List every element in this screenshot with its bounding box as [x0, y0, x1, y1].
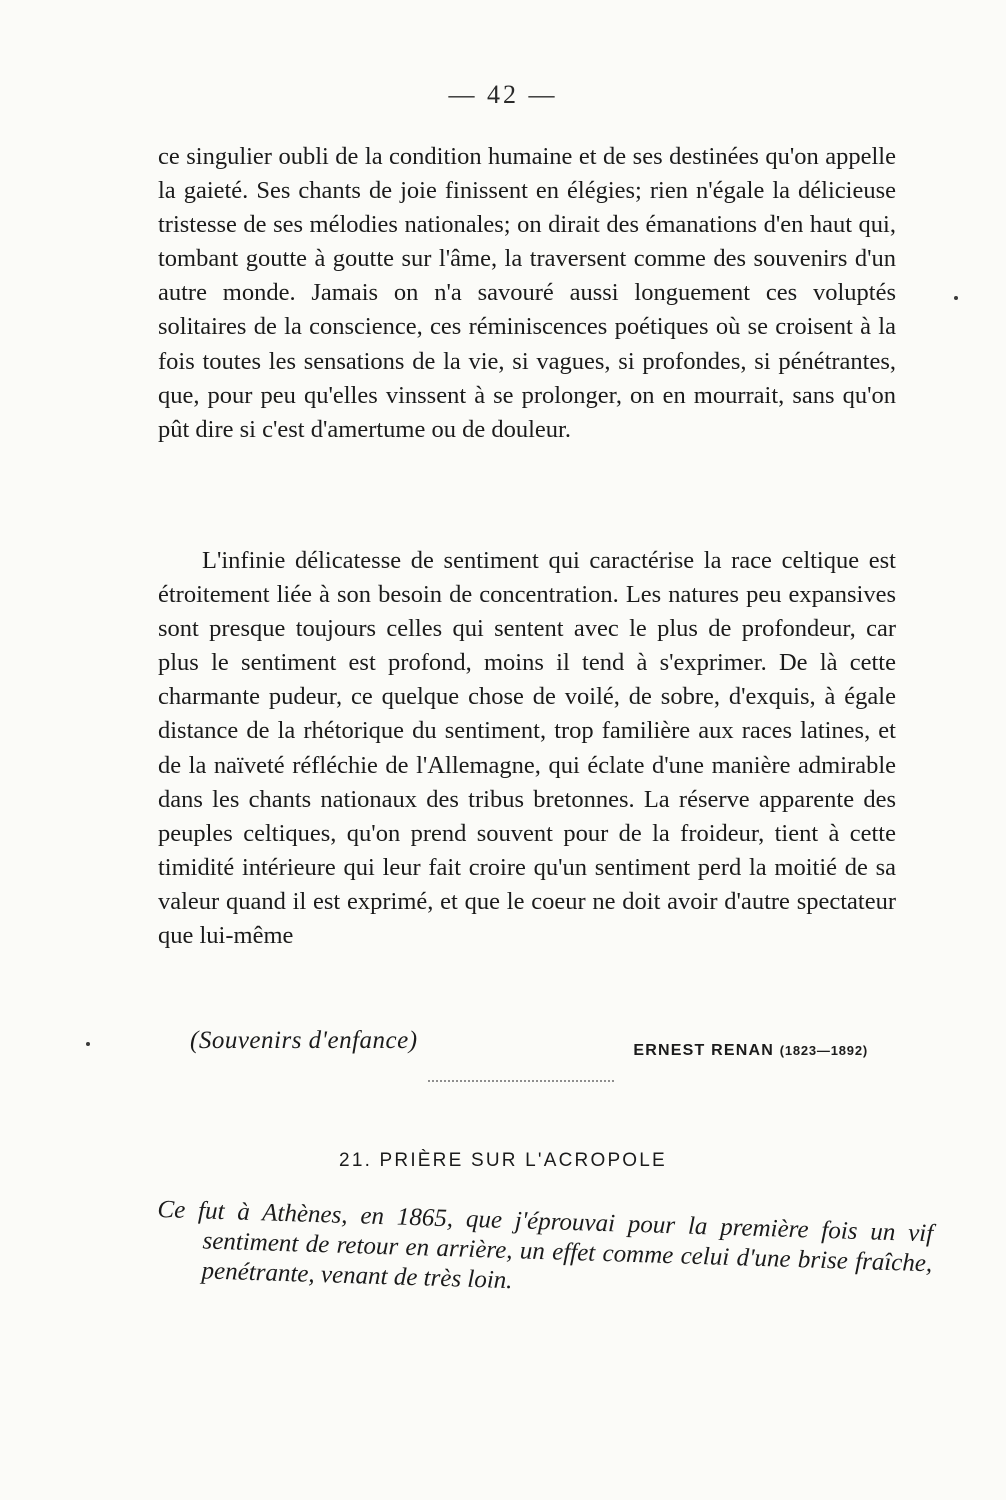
section-opening-paragraph: Ce fut à Athènes, en 1865, que j'éprouvai pour la première fois un vif sentiment de retour en arrière, un effet comme celui d'une brise fraîche, penétrante, venant de très loin.	[157, 1195, 934, 1295]
author-name: ERNEST RENAN	[633, 1042, 775, 1059]
source-title: (Souvenirs d'enfance)	[190, 1027, 418, 1054]
scan-speck	[86, 1042, 90, 1046]
section-divider	[428, 1080, 614, 1082]
page-number: — 42 —	[448, 80, 558, 109]
author-dates: (1823—1892)	[779, 1043, 868, 1058]
section-heading: 21. PRIÈRE SUR L'ACROPOLE	[339, 1150, 667, 1171]
citation-line	[190, 1027, 880, 1067]
passage-paragraph-2: L'infinie délicatesse de sentiment qui caractérise la race celtique est étroitement liée à son besoin de concentration. Les natures peu expansives sont presque toujours celles qui sentent avec le plus de profondeur, car plus le sentiment est profond, moins il tend à s'exprimer. De là cette charmante pudeur, ce quelque chose de voilé, de sobre, d'exquis, à égale distance de la rhétorique du sentiment, trop familière aux races latines, et de la naïveté réfléchie de l'Allemagne, qui éclate d'une manière admirable dans les chants nationaux des tribus bretonnes. La réserve apparente des peuples celtiques, qu'on prend souvent pour de la froideur, tient à cette timidité intérieure qui leur fait croire qu'un sentiment perd la moitié de sa valeur quand il est exprimé, et que le coeur ne doit avoir d'autre spectateur que lui-même	[158, 547, 896, 950]
author-attribution	[633, 1042, 868, 1060]
scan-speck	[954, 296, 958, 300]
passage-paragraph-1: ce singulier oubli de la condition humaine et de ses destinées qu'on appelle la gaieté. Ses chants de joie finissent en élégies; rien n'égale la délicieuse tristesse de ses mélodies nationales; on dirait des émanations d'en haut qui, tombant goutte à goutte sur l'âme, la traversent comme des souvenirs d'un autre monde. Jamais on n'a savouré aussi longuement ces voluptés solitaires de la conscience, ces réminiscences poétiques où se croisent à la fois toutes les sensations de la vie, si vagues, si profondes, si pénétrantes, que, pour peu qu'elles vinssent à se prolonger, on en mourrait, sans qu'on pût dire si c'est d'amertume ou de douleur.	[158, 143, 896, 443]
